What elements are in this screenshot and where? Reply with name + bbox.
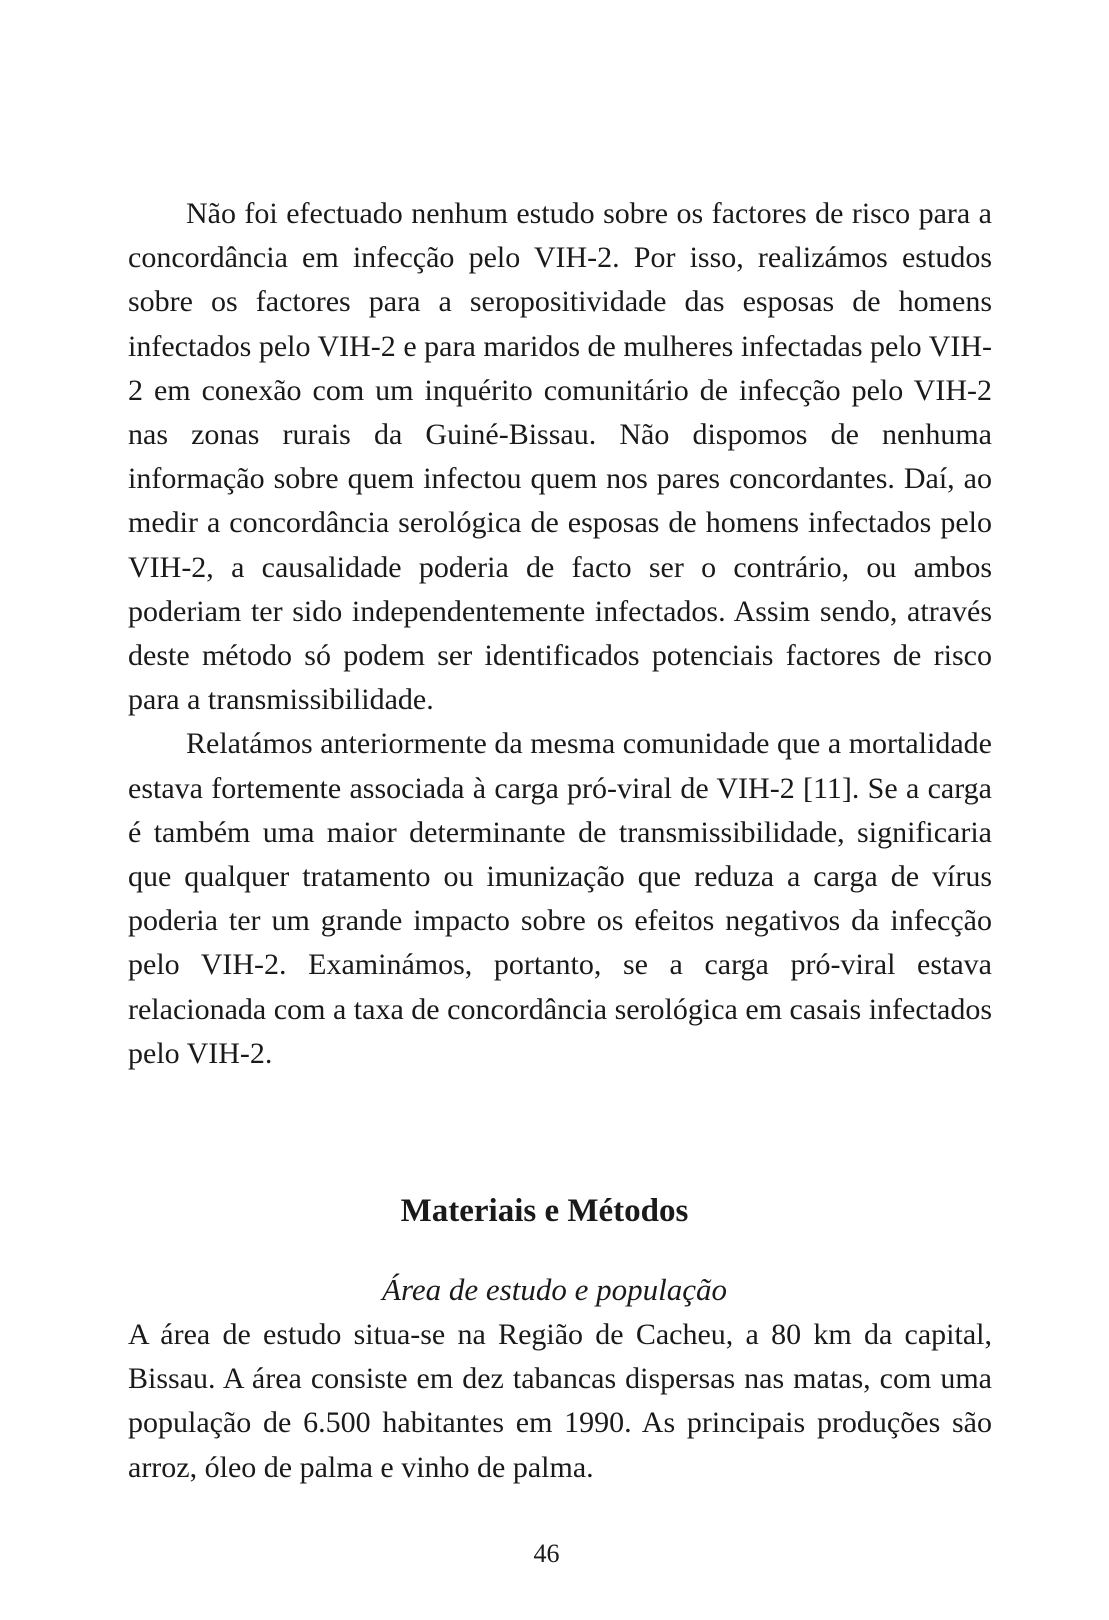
intro-paragraph-2: Relatámos anteriormente da mesma comunidade que a mortalidade estava fortemente associada à carga pró-viral de VIH-2 [11]. Se a carga é também uma maior determinante de transmissibilidade, significaria que qualquer tratamento ou imunização que reduza a carga de vírus poderia ter um grande impacto sobre os efeitos negativos da infecção pelo VIH-2. Examinámos, portanto, se a carga pró-viral estava relacionada com a taxa de concordância serológica em casais infectados pelo VIH-2. [128,727,992,1070]
intro-text [128,192,992,1076]
intro-paragraph-1: Não foi efectuado nenhum estudo sobre os factores de risco para a concordância em infecção pelo VIH-2. Por isso, realizámos estudos sobre os factores para a seropositividade das esposas de homens infectados pelo VIH-2 e para maridos de mulheres infectadas pelo VIH-2 em conexão com um inquérito comunitário de infecção pelo VIH-2 nas zonas rurais da Guiné-Bissau. Não dispomos de nenhuma informação sobre quem infectou quem nos pares concordantes. Daí, ao medir a concordância serológica de esposas de homens infectados pelo VIH-2, a causalidade poderia de facto ser o contrário, ou ambos poderiam ter sido independentemente infectados. Assim sendo, através deste método só podem ser identificados potenciais factores de risco para a transmissibilidade. [128,197,992,717]
subsection-heading: Área de estudo e população [382,1272,727,1307]
page-number: 46 [533,1539,560,1568]
section-text [128,1313,992,1490]
section-heading: Materiais e Métodos [400,1193,689,1229]
section-paragraph: A área de estudo situa-se na Região de Cacheu, a 80 km da capital, Bissau. A área consiste em dez tabancas dispersas nas matas, com uma população de 6.500 habitantes em 1990. As principais produções são arroz, óleo de palma e vinho de palma. [128,1318,992,1484]
